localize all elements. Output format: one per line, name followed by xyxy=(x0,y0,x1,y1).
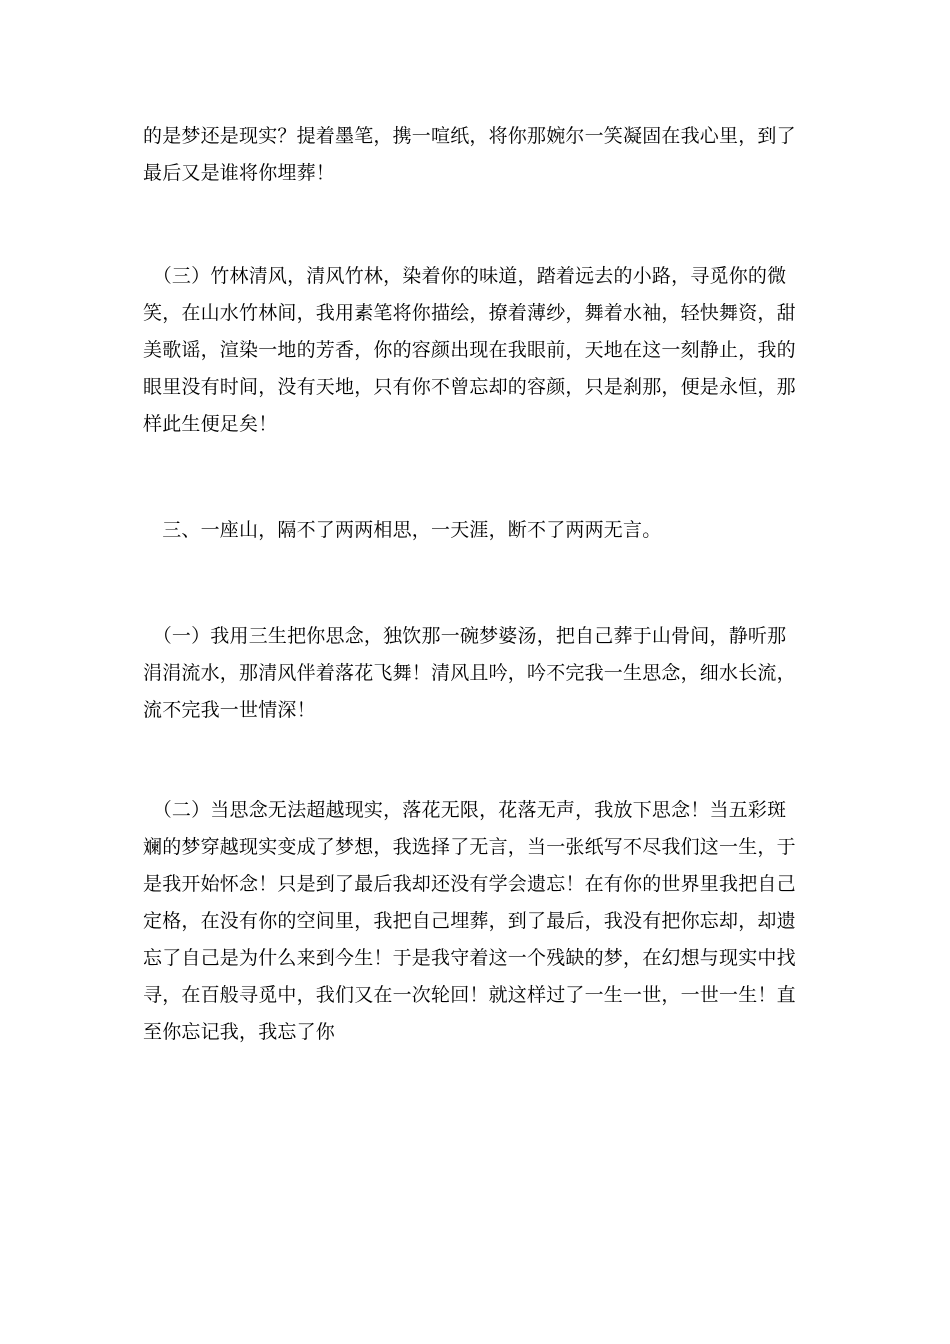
text-line: 忘了自己是为什么来到今生！于是我守着这一个残缺的梦，在幻想与现实中找 xyxy=(143,947,796,969)
text-line: 涓涓流水，那清风伴着落花飞舞！清风且吟，吟不完我一生思念，细水长流， xyxy=(143,662,796,684)
text-line: 至你忘记我，我忘了你 xyxy=(143,1021,336,1043)
text-line: 的是梦还是现实？提着墨笔，携一喧纸，将你那婉尔一笑凝固在我心里，到了 xyxy=(143,125,796,147)
text-line: （三）竹林清风，清风竹林，染着你的味道，踏着远去的小路，寻觅你的微 xyxy=(143,265,787,287)
paragraph-section-one xyxy=(143,618,803,729)
text-line: 斓的梦穿越现实变成了梦想，我选择了无言，当一张纸写不尽我们这一生，于 xyxy=(143,836,796,858)
text-line: （二）当思念无法超越现实，落花无限，花落无声，我放下思念！当五彩斑 xyxy=(143,799,787,821)
text-line: 最后又是谁将你埋葬！ xyxy=(143,162,336,184)
text-line: 笑，在山水竹林间，我用素笔将你描绘，撩着薄纱，舞着水袖，轻快舞资，甜 xyxy=(143,302,796,324)
text-line: （一）我用三生把你思念，独饮那一碗梦婆汤，把自己葬于山骨间，静听那 xyxy=(143,625,787,647)
text-line: 三、一座山，隔不了两两相思，一天涯，断不了两两无言。 xyxy=(143,519,662,541)
text-line: 美歌谣，渲染一地的芳香，你的容颜出现在我眼前，天地在这一刻静止，我的 xyxy=(143,339,796,361)
text-line: 眼里没有时间，没有天地，只有你不曾忘却的容颜，只是刹那，便是永恒，那 xyxy=(143,376,796,398)
paragraph-section-two xyxy=(143,792,803,1051)
text-line: 是我开始怀念！只是到了最后我却还没有学会遗忘！在有你的世界里我把自己 xyxy=(143,873,796,895)
paragraph-continuation xyxy=(143,118,803,192)
text-line: 样此生便足矣！ xyxy=(143,413,278,435)
text-line: 定格，在没有你的空间里，我把自己埋葬，到了最后，我没有把你忘却，却遗 xyxy=(143,910,796,932)
paragraph-section-three xyxy=(143,258,803,443)
section-heading xyxy=(143,512,803,549)
text-line: 寻，在百般寻觅中，我们又在一次轮回！就这样过了一生一世，一世一生！直 xyxy=(143,984,796,1006)
text-line: 流不完我一世情深！ xyxy=(143,699,316,721)
